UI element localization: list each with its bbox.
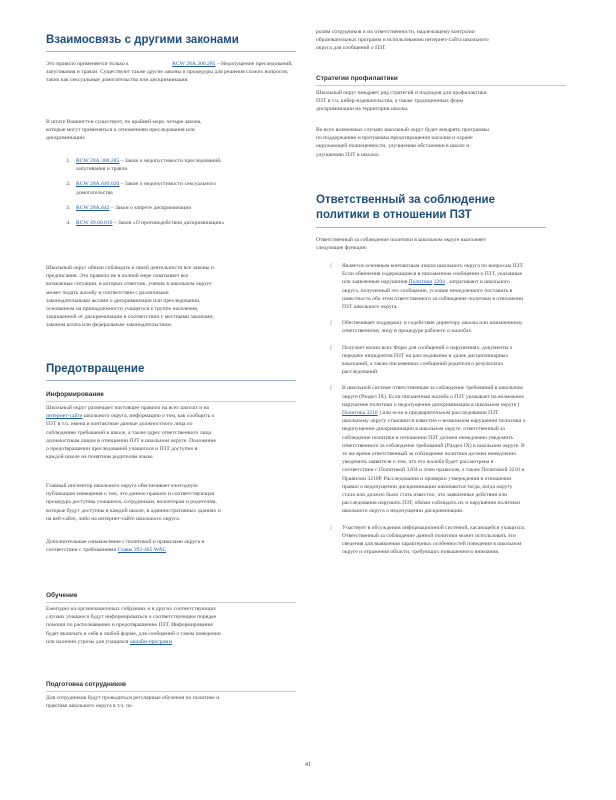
- law-item: [72, 204, 246, 212]
- law-text: – Закон «О противодействии дискриминации»: [113, 220, 225, 227]
- obligation-text: Школьный округ обязан соблюдать в своей деятельности все законы и предписания. Это правило не в полной мере охватывает все возможные ситуации, в которых ответчик, ученик в школьном округе может подать жалобу в соответствии с различными законодательными актами о дискриминации или преследовании, основанном на принадлежности учащегося к группе населения, защищенной от дискриминации в соответствии с местными законами; законом штата или федеральным законодательством.: [46, 265, 214, 329]
- duty-item: [330, 319, 526, 335]
- section-prevention: [46, 362, 296, 381]
- policy-number-link[interactable]: 3204: [433, 279, 445, 286]
- strategies-title: Стратегии профилактики: [316, 75, 398, 82]
- state-text: В штате Вашингтон существует, по крайней мере, четыре закона, которые могут применяться к отношениям преследования или дискриминации:: [46, 119, 202, 142]
- duty-text: , затрагивают и школьного округа, полученный это сообщение, условие немедленного поставить в известность обо этом ответственного за соблюдение политики в отношении ПЗТ школьного округа.: [342, 279, 524, 311]
- page-number: 41: [305, 762, 311, 768]
- informing-paragraph: [46, 404, 216, 461]
- section-responsible: [316, 193, 546, 228]
- online-program-link[interactable]: онлайн-программ: [129, 638, 172, 645]
- intro-paragraph: [46, 60, 296, 85]
- informing-paragraph-2: [46, 482, 221, 523]
- informing-text-pre: Школьный округ размещает настоящее правило на всех школах и на: [46, 405, 210, 411]
- duty-item: [330, 524, 526, 557]
- training-paragraph: [46, 605, 226, 646]
- staff-title: Подготовка сотрудников: [46, 681, 126, 688]
- continuation-paragraph: [316, 28, 491, 53]
- law-item: [72, 157, 246, 173]
- duty-text: Обеспечивает поддержку и содействие директору школы или назначенному ответственному лицу в процедуре рабочего о жалобах.: [342, 320, 523, 335]
- state-paragraph: [46, 118, 206, 143]
- informing-text-post: школьного округа, информацию о том, как сообщить о ПЗТ в т.ч. имена и контактные данные должностного лица по соблюдению требований в школе, а также адрес ответственного лица должностным лицом в отношении ПЗТ в школьном округе. Положение о предотвращении преследований учащегося и ПЗТ доступно в каждой школе на понятном родителям языке.: [46, 413, 216, 461]
- informing-heading: [46, 390, 296, 402]
- training-title: Обучение: [46, 592, 78, 599]
- bullet-icon: ʃ: [330, 344, 332, 351]
- law-link[interactable]: RCW 28A.640.020: [76, 181, 120, 188]
- duty-text: Является основным контактным лицом школьного округа по вопросам ПЗТ. Если обвинения содержащиеся в письменном сообщении о ПЗТ, указанные или заявленные нарушения: [342, 263, 524, 286]
- policy-3210-link[interactable]: Политика 3210: [342, 410, 378, 417]
- informing-title: Информирование: [46, 391, 104, 398]
- duty-item: [330, 384, 526, 515]
- subheading-divider: [46, 401, 296, 402]
- relationship-title: Взаимосвязь с другими законами: [46, 34, 239, 46]
- bullet-icon: ʃ: [330, 263, 332, 269]
- staff-text: Для сотрудников будут проводиться регулярные обучения по политике и практике школьного округа в т.ч. по: [46, 695, 220, 710]
- duty-text: ) или если в предварительном расследовании ПЗТ школьному округу становится известно о возможном нарушении политики о недопущении дискриминации в школьном округе, ответственный за соблюдение политики в отношении ПЗТ должен немедленно уведомить ответственного за соблюдение требований (Раздел IX) в школьном округе. В то же время ответственный за соблюдение политики должен немедленно уведомить заявителя о том, что его жалоба будет рассмотрена в соответствии с Политикой 3204 и этим правилом, а также Политикой 3210 и Правилом 3210Р. Расследования и проверки утверждения в отношении правил о недопущении дискриминации начинаются тогда, когда округу стало или должно было стать известно, что заявленные действия или расследования нарушать ПЗТ, обязан соблюдать их и нарушения политики школьного округа о недопущении дискриминации.: [342, 410, 526, 515]
- duty-text: Получает копии всех Форм для сообщений о нарушениях, документы о передаче инцидентов ПЗТ на расследование и далее дисциплинарных взысканий, а также письменных сообщений родителя о результатах расследований.: [342, 344, 513, 376]
- responsible-intro: Ответственный за соблюдение политики в школьном округе выполняет следующие функции:: [316, 237, 487, 252]
- prevention-title: Предотвращение: [46, 363, 145, 375]
- law-text: – Закон о недопустимости сексуального домогательства: [76, 181, 216, 196]
- bullet-icon: ʃ: [330, 385, 332, 392]
- laws-list: [46, 157, 246, 234]
- title-divider: [46, 380, 296, 381]
- law-text: – Закон о запрете дискриминации: [110, 204, 192, 211]
- law-link[interactable]: RCW 28A.642: [76, 204, 110, 211]
- law-item: [72, 219, 246, 227]
- subheading-divider: [316, 85, 566, 86]
- strategies-text-2: Во всех возможных случаях школьный округ будет внедрять программы по поддержанию и программы предотвращения насилия и охране окружающей полноценности, улучшению обстановки в школе и улучшению ПЗТ в школах.: [316, 127, 489, 158]
- obligation-paragraph: [46, 264, 214, 330]
- law-link[interactable]: RCW 49.60.010: [76, 220, 113, 227]
- responsible-intro-paragraph: [316, 236, 491, 252]
- responsible-title: Ответственный за соблюдение политики в отношении ПЗТ: [316, 194, 496, 221]
- duty-item: [330, 344, 526, 377]
- duty-text: Участвует в обсуждении информационной системой, касающейся учащихся. Ответственный за соблюдение данной политики может использовать эти сведения для выявления характерных особенностей поведения в школьном округе и отражения области, требующих повышенного внимания.: [342, 524, 526, 556]
- bullet-icon: ʃ: [330, 320, 332, 327]
- intro-text: Это правило применяется только к: [46, 61, 129, 67]
- strategies-text: Школьный округ внедряет ряд стратегий и подходов для профилактики ПЗТ в т.ч. кибер-издевательства, а также традиционных форм дискриминации на территории школы.: [316, 90, 487, 113]
- staff-paragraph: [46, 694, 221, 710]
- strategies-paragraph-2: [316, 126, 491, 159]
- duties-list: [316, 262, 526, 565]
- wac-link[interactable]: Главы 392-405 WAC: [117, 547, 167, 554]
- informing-text-2: Главный инспектор школьного округа обеспечивает ежегодную публикацию извещения о том, что данное правило и соответствующая процедура доступны учащимся, сотрудникам, волонтерам и родителям, которые будут доступны в каждой школе, в административных зданиях и на веб-сайте, либо на интернет-сайте школьного округа.: [46, 483, 221, 522]
- title-divider: [316, 227, 546, 228]
- strategies-heading: [316, 74, 566, 86]
- training-heading: [46, 591, 296, 603]
- staff-heading: [46, 680, 296, 692]
- law-link[interactable]: RCW 28A.300.285: [76, 158, 120, 164]
- website-link[interactable]: интернет-сайте: [46, 413, 83, 420]
- subheading-divider: [46, 602, 296, 603]
- intro-rest: – Недопущение преследований, запугивания и травли. Существуют также другие законы и процедуры для решения схожих вопросов, таких как сексуальные домогательства или дискриминация.: [46, 61, 293, 84]
- policy-link[interactable]: Политики: [408, 279, 433, 286]
- section-relationship: [46, 33, 296, 52]
- duty-text: В школьной системе ответственным за соблюдение требований в школьном округе (Раздел IX). Если письменная жалоба о ПЗТ указывает на возможное нарушение политики о недопущении дискриминации в школьном округе (: [342, 385, 524, 408]
- duty-item: [330, 262, 526, 311]
- informing-paragraph-3: [46, 538, 221, 554]
- intro-law-link[interactable]: RCW 28A.300.285: [172, 61, 216, 67]
- title-divider: [46, 51, 296, 52]
- subheading-divider: [46, 691, 296, 692]
- strategies-paragraph: [316, 89, 491, 114]
- informing-text-3: Дополнительные ознакомление с политикой и правилами округа в соответствии с требованиями: [46, 539, 205, 554]
- continuation-text: ролям сотрудников и их ответственности, надлежащему контролю образовательных программ и использованию интернет-сайта школьного округа для сообщений о ПЗТ.: [316, 29, 489, 52]
- training-text: Ежегодно на организационных собраниях и в других соответствующих случаях учащиеся будут информироваться о соответствующем порядке помощи по распознаванию и предотвращению ПЗТ. Информирование будет включать в себя в любой форме, для сообщений о таком поведении или наличии угрозы для учащихся: [46, 606, 221, 645]
- law-item: [72, 180, 246, 196]
- law-text: – Закон о недопустимости преследований, запугивания и травли: [76, 158, 222, 173]
- bullet-icon: ʃ: [330, 524, 332, 531]
